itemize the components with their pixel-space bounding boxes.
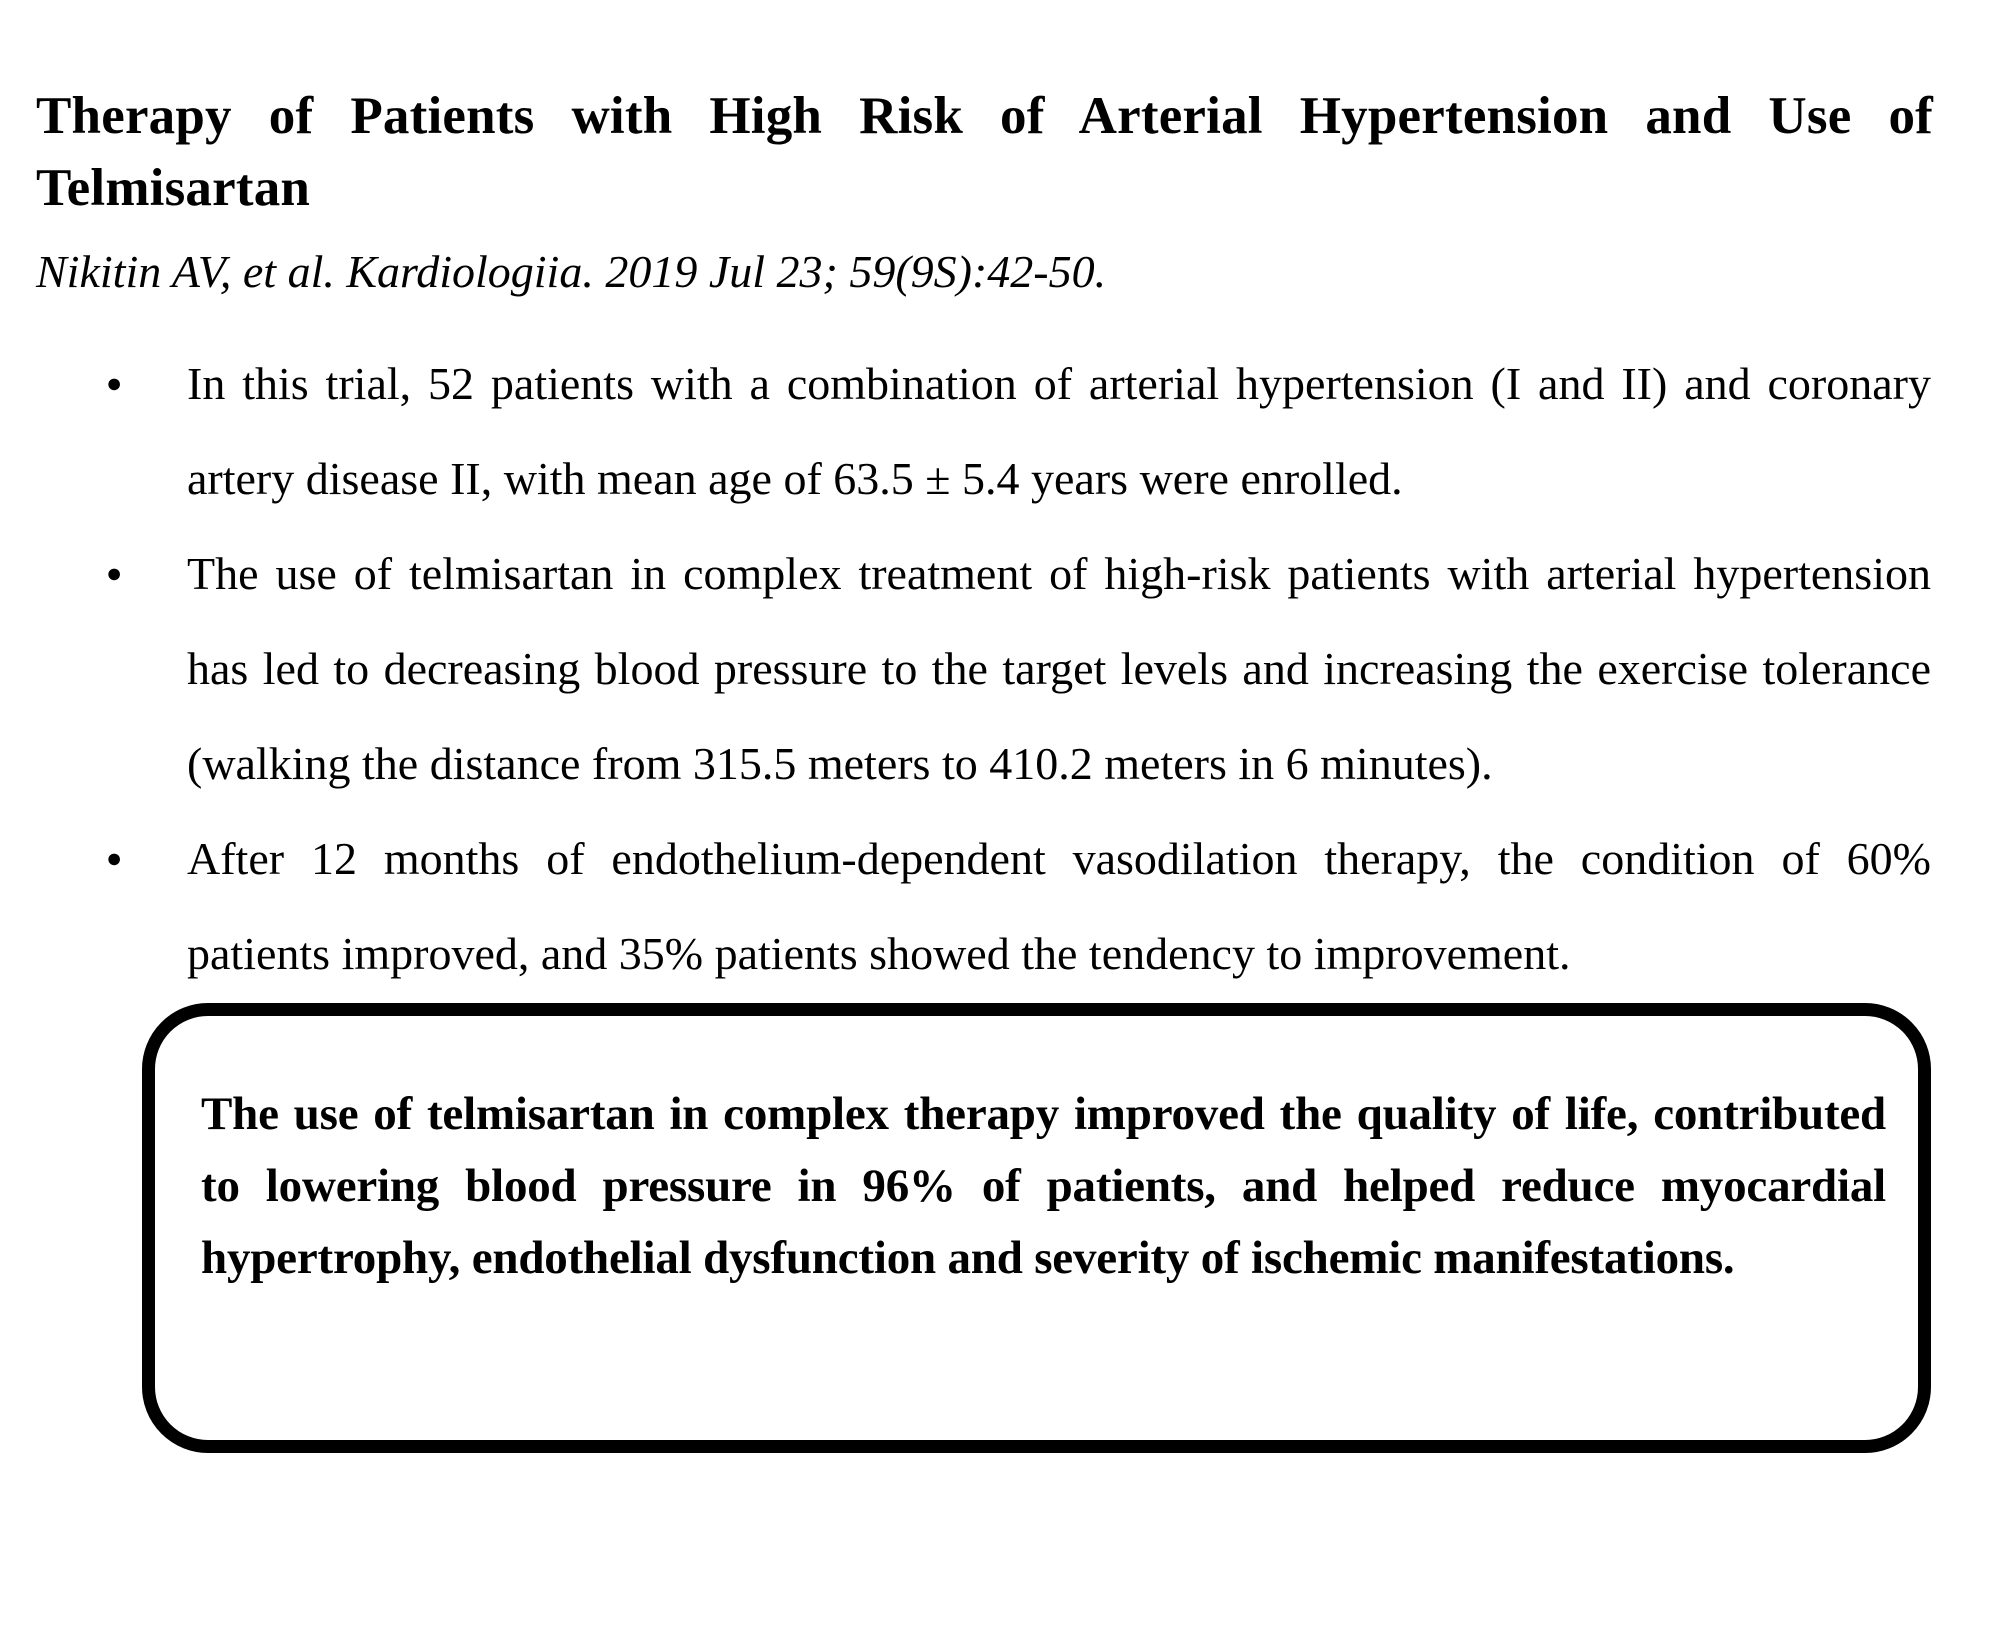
bullet-text: The use of telmisartan in complex treatment of high-risk patients with arterial hypertension has led to decreasing blood pressure to the target levels and increasing the exercise tolerance (walking the distance from 315.5 meters to 410.2 meters in 6 minutes).	[187, 548, 1931, 789]
list-item	[36, 526, 1931, 811]
bullet-icon: ●	[106, 368, 123, 398]
bullet-icon: ●	[106, 843, 123, 873]
bullet-icon: ●	[106, 558, 123, 588]
bullet-text: In this trial, 52 patients with a combination of arterial hypertension (I and II) and coronary artery disease II, with mean age of 63.5 ± 5.4 years were enrolled.	[187, 358, 1931, 504]
list-item	[36, 336, 1931, 526]
list-item	[36, 811, 1931, 1001]
bullet-text: After 12 months of endothelium-dependent vasodilation therapy, the condition of 60% patients improved, and 35% patients showed the tendency to improvement.	[187, 833, 1931, 979]
conclusion-text: The use of telmisartan in complex therapy improved the quality of life, contributed to lowering blood pressure in 96% of patients, and helped reduce myocardial hypertrophy, endothelial dysfunction and severity of ischemic manifestations.	[201, 1088, 1886, 1284]
conclusion-callout-box	[142, 1003, 1931, 1453]
summary-bullet-list	[0, 302, 1991, 1001]
paper-citation: Nikitin AV, et al. Kardiologiia. 2019 Jul 23; 59(9S):42-50.	[36, 246, 1107, 297]
page-title: Therapy of Patients with High Risk of Arterial Hypertension and Use of Telmisartan	[36, 87, 1933, 217]
